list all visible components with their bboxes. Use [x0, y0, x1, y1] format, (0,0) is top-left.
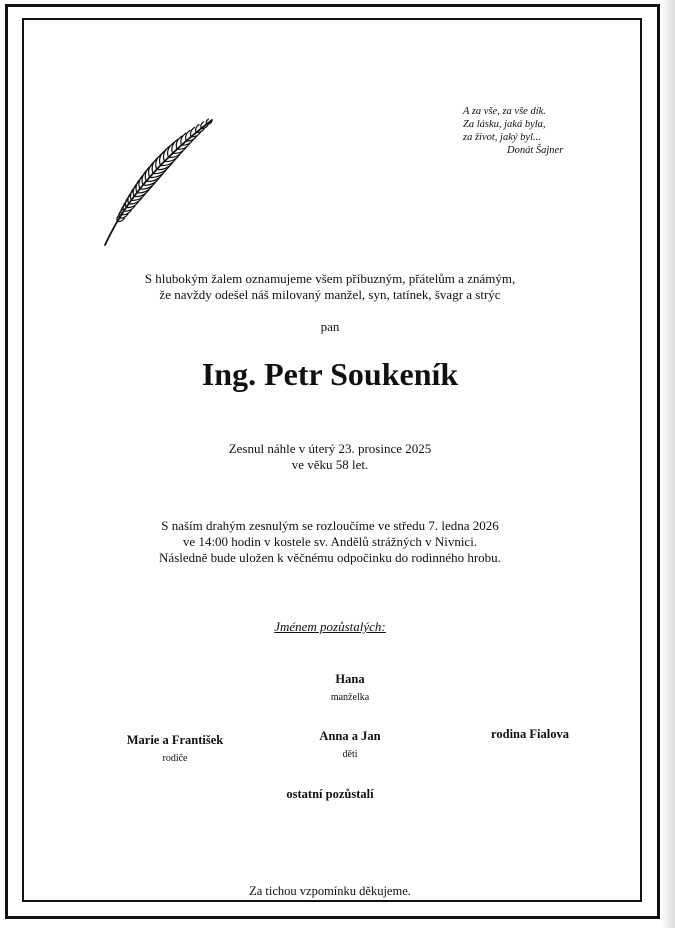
mourner-role: rodiče [162, 753, 188, 764]
mourner-name: Marie a František [126, 733, 224, 747]
mourner-spouse [280, 672, 420, 705]
on-behalf-heading: Jménem pozůstalých: [274, 619, 386, 634]
funeral-line: S naším drahým zesnulým se rozloučíme ve středu 7. ledna 2026 [161, 518, 499, 533]
mourner-role: děti [342, 749, 358, 760]
quote-block [463, 105, 593, 157]
mourner-role: manželka [330, 692, 370, 703]
mourner-name: Anna a Jan [319, 729, 381, 743]
page-edge-shadow [663, 0, 675, 928]
feather-icon [100, 112, 220, 252]
mourner-name: Hana [335, 672, 365, 686]
quote-line: A za vše, za vše dík. [463, 106, 546, 117]
other-mourners: ostatní pozůstalí [286, 787, 374, 801]
mourner-parents [95, 733, 255, 766]
mourner-name: rodina Fialova [491, 727, 569, 741]
deceased-name: Ing. Petr Soukeník [201, 356, 459, 392]
quote-line: Za lásku, jaká byla, [463, 119, 546, 130]
death-notice [30, 441, 630, 473]
thanks-line: Za tichou vzpomínku děkujeme. [249, 884, 411, 898]
funeral-line: Následně bude uložen k věčnému odpočinku do rodinného hrobu. [159, 550, 501, 565]
announcement-text [30, 271, 630, 303]
intro-line: S hlubokým žalem oznamujeme všem příbuzným, přátelům a známým, [144, 271, 516, 286]
mourner-children [280, 729, 420, 762]
death-line: ve věku 58 let. [291, 457, 369, 472]
intro-line: že navždy odešel náš milovaný manžel, syn, tatínek, švagr a strýc [159, 287, 501, 302]
honorific: pan [320, 319, 340, 334]
mourner-family [460, 727, 600, 742]
quote-author: Donát Šajner [507, 145, 564, 156]
quote-line: za život, jaký byl... [463, 132, 541, 143]
funeral-details [30, 518, 630, 566]
funeral-line: ve 14:00 hodin v kostele sv. Andělů strážných v Nivnici. [182, 534, 478, 549]
death-line: Zesnul náhle v úterý 23. prosince 2025 [228, 441, 432, 456]
